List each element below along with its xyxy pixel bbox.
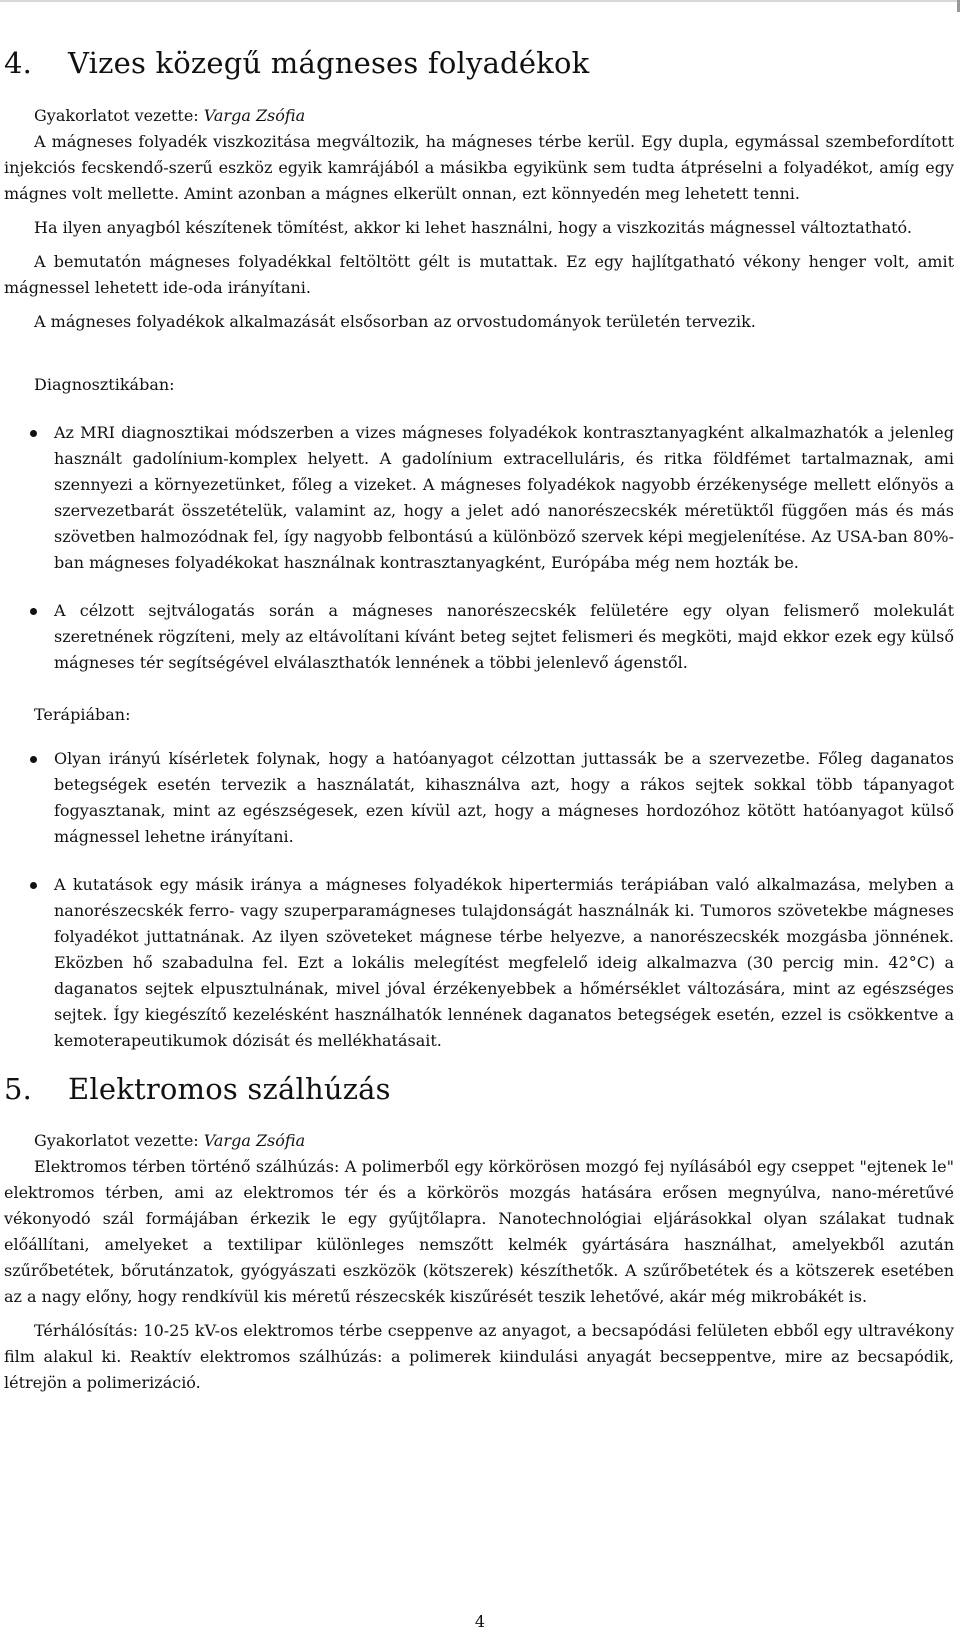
bullet-icon — [30, 882, 37, 889]
byline-name: Varga Zsófia — [203, 106, 306, 125]
therapy-list — [54, 746, 954, 1076]
paragraph: Elektromos térben történő szálhúzás: A polimerből egy körkörösen mozgó fej nyílásából egy cseppet "ejtenek le" elektromos térben, ami az elektromos tér és a körkörös mozgás hatására erősen megnyúlva, nano-méretűvé vékonyodó szál formájában érkezik le egy gyűjtőlapra. Nanotechnológiai eljárásokkal olyan szálakat tudnak előállítani, amelyeket a textilipar különleges nemszőtt kelmék gyártására használhat, amelyekből azután szűrőbetétek, bőrutánzatok, gyógyászati eszközök (kötszerek) készíthetők. A szűrőbetétek és a kötszerek esetében az a nagy előny, hogy rendkívül kis méretű részecskék kiszűrését teszik lehetővé, akár még mikrobákét is. — [4, 1157, 954, 1306]
bullet-icon — [30, 608, 37, 615]
paragraph: A mágneses folyadék viszkozitása megváltozik, ha mágneses térbe kerül. Egy dupla, egymással szembefordított injekciós fecskendő-szerű eszköz egyik kamrájából a másikba egyikünk sem tudta átpréselni a folyadékot, amíg egy mágnes volt mellette. Amint azonban a mágnes elkerült onnan, ezt könnyedén meg lehetett tenni. — [4, 132, 954, 203]
list-item-text: A kutatások egy másik iránya a mágneses folyadékok hipertermiás terápiában való alkalmazása, melyben a nanorészecskék ferro- vagy szuperparamágneses tulajdonságát használnák ki. Tumoros szövetekbe mágneses folyadékot juttatnának. Az ilyen szöveteket mágnese térbe helyezve, a nanorészecskék mozgásba jönnének. Eközben hő szabadulna fel. Ezt a lokális melegítést megfelelő ideig alkalmazva (30 percig min. 42°C) a daganatos sejtek elpusztulnának, mivel jóval érzékenyebbek a hőmérséklet változására, mint az egészséges sejtek. Így kiegészítő kezelésként használhatók lennének daganatos betegségek esetén, ezzel is csökkentve a kemoterapeutikumok dózisát és mellékhatásait. — [54, 875, 954, 1050]
section-5-byline — [34, 1128, 305, 1154]
list-item-text: A célzott sejtválogatás során a mágneses nanorészecskék felületére egy olyan felismerő molekulát szeretnének rögzíteni, mely az eltávolítani kívánt beteg sejtet felismeri és megköti, majd ekkor ezek egy külső mágneses tér segítségével elválaszthatók lennének a többi jelenlevő ágenstől. — [54, 601, 954, 672]
paragraph: A mágneses folyadékok alkalmazását elsősorban az orvostudományok területén tervezik. — [34, 312, 756, 331]
diagnostics-list — [54, 420, 954, 698]
top-rule — [0, 0, 960, 2]
section-5-number: 5. — [4, 1072, 33, 1106]
section-5-heading — [4, 1072, 391, 1106]
paragraph: Ha ilyen anyagból készítenek tömítést, akkor ki lehet használni, hogy a viszkozitás mágnessel változtatható. — [34, 218, 912, 237]
list-item — [54, 598, 954, 676]
list-item — [54, 746, 954, 850]
list-item — [54, 420, 954, 576]
bullet-icon — [30, 430, 37, 437]
section-4-byline — [34, 103, 305, 129]
byline-name: Varga Zsófia — [203, 1131, 306, 1150]
page-number: 4 — [474, 1612, 486, 1631]
paragraph: Térhálósítás: 10-25 kV-os elektromos térbe cseppenve az anyagot, a becsapódási felületen ebből egy ultravékony film alakul ki. Reaktív elektromos szálhúzás: a polimerek kiindulási anyagát becseppentve, mire az becsapódik, létrejön a polimerizáció. — [4, 1321, 954, 1392]
diagnostics-label: Diagnosztikában: — [34, 375, 175, 394]
therapy-label: Terápiában: — [34, 705, 131, 724]
list-item-text: Olyan irányú kísérletek folynak, hogy a hatóanyagot célzottan juttassák be a szervezetbe. Főleg daganatos betegségek esetén tervezik a használatát, kihasználva azt, hogy a rákos sejtek sokkal több tápanyagot fogyasztanak, mint az egészségesek, ezen kívül azt, hogy a mágneses hordozóhoz kötött hatóanyagot külső mágnessel lehetne irányítani. — [54, 749, 954, 846]
paragraph: A bemutatón mágneses folyadékkal feltöltött gélt is mutattak. Ez egy hajlítgatható vékony henger volt, amit mágnessel lehetett ide-oda irányítani. — [4, 252, 954, 297]
section-5-body — [4, 1154, 954, 1404]
list-item — [54, 872, 954, 1054]
list-item-text: Az MRI diagnosztikai módszerben a vizes mágneses folyadékok kontrasztanyagként alkalmazhatók a jelenleg használt gadolínium-komplex helyett. A gadolínium extracelluláris, és ritka földfémet tartalmaznak, ami szennyezi a környezetünket, főleg a vizeket. A mágneses folyadékok nagyobb érzékenysége mellett előnyös a szervezetbarát összetételük, valamint az, hogy a jelet adó nanorészecskék méretüktől függően más és más szövetben halmozódnak fel, így nagyobb felbontású a különböző szervek képi megjelenítése. Az USA-ban 80%-ban mágneses folyadékokat használnak kontrasztanyagként, Európába még nem hozták be. — [54, 423, 954, 572]
bullet-icon — [30, 756, 37, 763]
section-4-body — [4, 129, 954, 343]
section-4-number: 4. — [4, 46, 33, 80]
section-4-heading — [4, 46, 589, 80]
section-4-title: Vizes közegű mágneses folyadékok — [68, 46, 590, 80]
byline-label: Gyakorlatot vezette: — [34, 106, 199, 125]
byline-label: Gyakorlatot vezette: — [34, 1131, 199, 1150]
section-5-title: Elektromos szálhúzás — [68, 1072, 391, 1106]
